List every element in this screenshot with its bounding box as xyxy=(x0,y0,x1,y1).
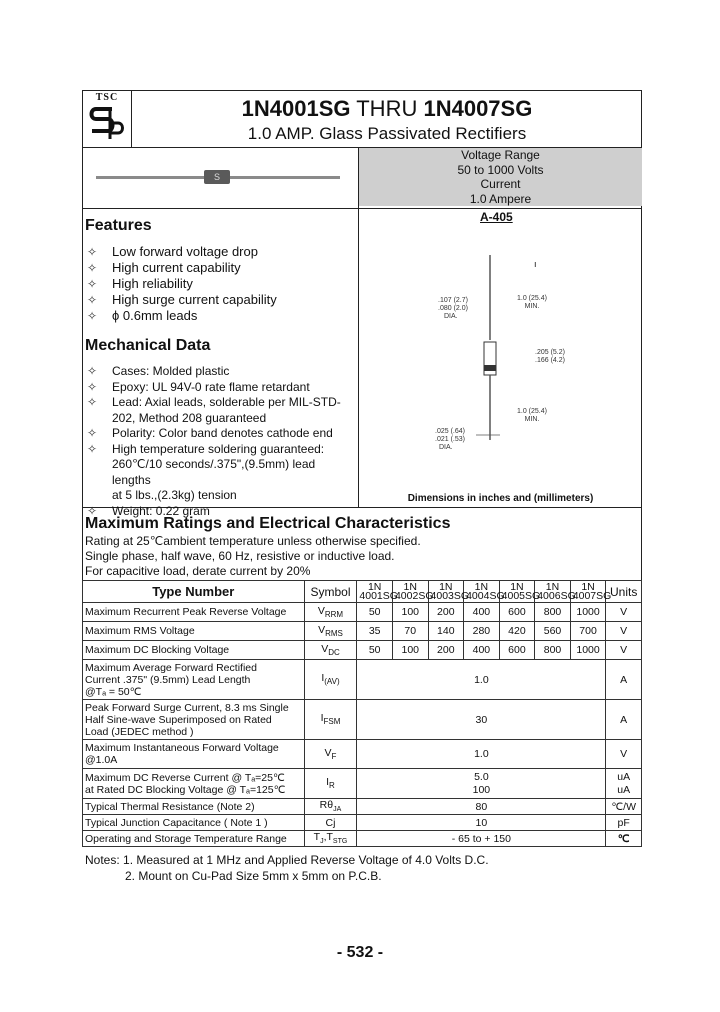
symbol-cell: $I_{FSM}$ xyxy=(304,700,357,740)
symbol-cell: $R\theta_{JA}$ xyxy=(304,799,357,815)
symbol-cell: $V_{DC}$ xyxy=(304,641,357,660)
voltage-range-label: Voltage Range xyxy=(461,148,540,162)
diamond-bullet-icon: ✧ xyxy=(86,395,98,409)
table-row: Maximum DC Reverse Current @ Tₐ=25℃ at Rated DC Blocking Voltage @ Tₐ=125℃ $I_R$ 5.0 100 uA uA xyxy=(83,769,642,799)
diamond-bullet-icon: ✧ xyxy=(86,245,98,259)
title-thru: THRU xyxy=(350,96,424,121)
table-row: Typical Thermal Resistance (Note 2) $R\theta_{JA}$ 80 ℃/W xyxy=(83,799,642,815)
table-row: Maximum Instantaneous Forward Voltage @1.0A $V_F$ 1.0 V xyxy=(83,740,642,769)
table-row: Typical Junction Capacitance ( Note 1 ) Cj 10 pF xyxy=(83,815,642,831)
list-item: ✧ High current capability xyxy=(86,260,241,275)
header-part: 1N 4007SG xyxy=(570,581,606,603)
table-header-row xyxy=(83,581,642,603)
list-item: ✧ ϕ 0.6mm leads xyxy=(86,308,198,323)
symbol-cell: $V_{RRM}$ xyxy=(304,603,357,622)
dim-body-dia: .107 (2.7) .080 (2.0) DIA. xyxy=(438,297,468,320)
page-subtitle: 1.0 AMP. Glass Passivated Rectifiers xyxy=(247,124,527,143)
package-name: A-405 xyxy=(480,210,513,224)
dim-lead-bottom: 1.0 (25.4) MIN. xyxy=(517,408,547,423)
current-label: Current xyxy=(480,177,521,191)
symbol-cell: $I_R$ xyxy=(304,769,357,799)
header-part: 1N 4002SG xyxy=(392,581,428,603)
diamond-bullet-icon: ✧ xyxy=(86,503,98,518)
tsc-logo xyxy=(86,92,128,146)
section-divider xyxy=(82,208,642,209)
header-symbol: Symbol xyxy=(304,581,357,603)
specifications-table xyxy=(82,580,642,847)
header-part: 1N 4005SG xyxy=(499,581,535,603)
note-2: 2. Mount on Cu-Pad Size 5mm x 5mm on P.C.B. xyxy=(125,869,382,883)
notes xyxy=(85,852,489,884)
dim-lead-dia: .025 (.64) .021 (.53) DIA. xyxy=(435,428,465,451)
diode-body-label: S xyxy=(213,172,220,182)
list-item: ✧ Polarity: Color band denotes cathode end xyxy=(86,426,333,440)
package-outline-icon xyxy=(470,255,510,445)
diamond-bullet-icon: ✧ xyxy=(86,277,98,291)
logo-mark-icon xyxy=(86,103,128,143)
page-number: - 532 - xyxy=(336,944,384,961)
dimensions-caption: Dimensions in inches and (millimeters) xyxy=(407,493,594,504)
diamond-bullet-icon: ✧ xyxy=(86,261,98,275)
table-row: Peak Forward Surge Current, 8.3 ms Single Half Sine-wave Superimposed on Rated Load (JEDEC method ) $I_{FSM}$ 30 A xyxy=(83,700,642,740)
diamond-bullet-icon: ✧ xyxy=(86,309,98,323)
logo-text: TSC xyxy=(95,92,119,103)
page-title xyxy=(132,96,642,122)
header-part: 1N 4003SG xyxy=(428,581,464,603)
list-item: ✧ Weight: 0.22 gram xyxy=(86,503,210,518)
table-row: Maximum Average Forward Rectified Current .375" (9.5mm) Lead Length @Tₐ = 50℃ $I_{(AV)}$ 1.0 A xyxy=(83,660,642,700)
table-row: Maximum Recurrent Peak Reverse Voltage $V_{RRM}$ 50 100 200 400 600 800 1000 V xyxy=(83,603,642,622)
mechanical-heading: Mechanical Data xyxy=(85,337,211,354)
header-part: 1N 4004SG xyxy=(464,581,500,603)
arrow-mark-icon: ı xyxy=(534,259,537,269)
table-row: Operating and Storage Temperature Range $T_J,T_{STG}$ - 65 to + 150 ℃ xyxy=(83,831,642,847)
title-part-last: 1N4007SG xyxy=(423,96,533,121)
symbol-cell: Cj xyxy=(304,815,357,831)
table-row: Maximum RMS Voltage $V_{RMS}$ 35 70 140 280 420 560 700 V xyxy=(83,622,642,641)
header-part: 1N 4001SG xyxy=(357,581,393,603)
list-item: ✧ High temperature soldering guaranteed: 260℃/10 seconds/.375",(9.5mm) lead lengths at 5 lbs.,(2.3kg) tension xyxy=(86,441,325,502)
list-item: ✧ High surge current capability xyxy=(86,292,277,307)
symbol-cell: $V_F$ xyxy=(304,740,357,769)
list-item: ✧ Epoxy: UL 94V-0 rate flame retardant xyxy=(86,379,310,394)
voltage-range-value: 50 to 1000 Volts xyxy=(457,162,544,177)
symbol-cell: $I_{(AV)}$ xyxy=(304,660,357,700)
dim-body-len: .205 (5.2) .166 (4.2) xyxy=(535,349,565,364)
symbol-cell: $T_J,T_{STG}$ xyxy=(304,831,357,847)
diamond-bullet-icon: ✧ xyxy=(86,364,98,378)
title-part-first: 1N4001SG xyxy=(241,96,351,121)
header-type-number: Type Number xyxy=(83,581,305,603)
diamond-bullet-icon: ✧ xyxy=(86,426,98,440)
ratings-summary xyxy=(359,148,642,206)
list-item: ✧ Cases: Molded plastic xyxy=(86,364,230,378)
header-part: 1N 4006SG xyxy=(535,581,571,603)
mechanical-list xyxy=(85,364,357,519)
table-row: Maximum DC Blocking Voltage $V_{DC}$ 50 100 200 400 600 800 1000 V xyxy=(83,641,642,660)
current-value: 1.0 Ampere xyxy=(469,191,532,206)
diamond-bullet-icon: ✧ xyxy=(86,441,98,456)
list-item: ✧ Lead: Axial leads, solderable per MIL-STD- 202, Method 208 guaranteed xyxy=(86,395,341,425)
diamond-bullet-icon: ✧ xyxy=(86,293,98,307)
diode-illustration xyxy=(92,165,342,189)
diamond-bullet-icon: ✧ xyxy=(86,379,98,394)
features-heading: Features xyxy=(85,217,152,234)
dim-lead-top: 1.0 (25.4) MIN. xyxy=(517,295,547,310)
features-list xyxy=(85,244,355,324)
ratings-conditions: Rating at 25℃ambient temperature unless otherwise specified. Single phase, half wave, 60 Hz, resistive or inductive load. For capacitive load, derate current by 20% xyxy=(85,534,421,578)
ratings-heading: Maximum Ratings and Electrical Characteristics xyxy=(85,515,451,532)
list-item: ✧ Low forward voltage drop xyxy=(86,244,258,259)
header-units: Units xyxy=(606,581,642,603)
list-item: ✧ High reliability xyxy=(86,276,193,291)
symbol-cell: $V_{RMS}$ xyxy=(304,622,357,641)
note-1: Notes: 1. Measured at 1 MHz and Applied Reverse Voltage of 4.0 Volts D.C. xyxy=(85,853,489,867)
